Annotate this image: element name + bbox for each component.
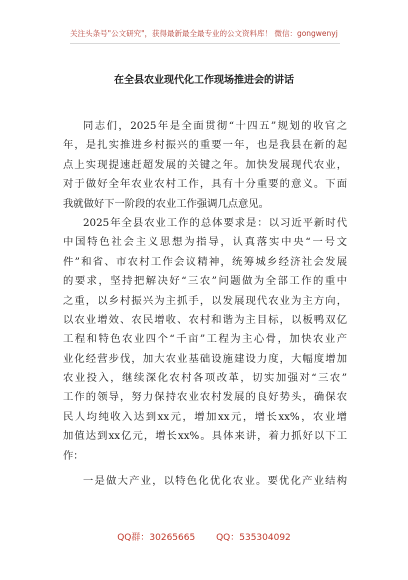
paragraph-line: 业化经营步伐，加大农业基础设施建设力度，大幅度增加	[63, 352, 347, 365]
paragraph-line: 2025年全县农业工作的总体要求是：以习近平新时代	[83, 216, 347, 229]
header-divider	[70, 43, 340, 44]
paragraph-line: 以农业增效、农民增收、农村和谐为主目标，以板鸭双亿	[63, 313, 347, 326]
header-banner: 关注头条号"公文研究"，获得最新最全最专业的公文资料库！ 微信：gongwenyj	[70, 29, 338, 38]
paragraph-line: 工作的领导，努力保持农业农村发展的良好势头，确保农	[63, 391, 347, 404]
footer-qq: QQ：535304092	[216, 533, 291, 543]
footer-contact	[0, 530, 408, 543]
paragraph-line: 同志们，2025年是全面贯彻“十四五”规划的收官之	[83, 120, 347, 132]
footer-qq-group: QQ群：30265665	[117, 533, 196, 543]
paragraph-line: 之重，以乡村振兴为主抓手，以发展现代农业为主方向，	[63, 294, 347, 307]
paragraph-line: 点上实现提速赶超发展的关键之年。加快发展现代农业，	[63, 158, 347, 171]
paragraph-line: 作：	[63, 449, 84, 462]
paragraph-line: 的要求，坚持把解决好“三农”问题做为全部工作的重中	[63, 275, 347, 288]
document-body	[63, 117, 347, 491]
paragraph-line: 一是做大产业，以特色化优化农业。要优化产业结构	[83, 475, 347, 488]
document-title: 在全县农业现代化工作现场推进会的讲话	[114, 75, 294, 86]
paragraph-line: 我就做好下一阶段的农业工作强调几点意见。	[63, 197, 269, 210]
paragraph-line: 工程和特色农业四个“千亩”工程为主心骨，加快农业产	[63, 333, 347, 346]
paragraph-line: 农业投入，继续深化农村各项改革，切实加强对“三农”	[63, 372, 347, 385]
paragraph-line: 中国特色社会主义思想为指导，认真落实中央“一号文	[63, 236, 347, 249]
paragraph-line: 民人均纯收入达到xx元，增加xx元，增长xx%，农业增	[63, 410, 347, 423]
paragraph-line: 年，是扎实推进乡村振兴的重要一年，也是我县在新的起	[63, 139, 347, 152]
paragraph-line: 对于做好全年农业农村工作，具有十分重要的意义。下面	[63, 178, 347, 191]
paragraph-line: 件”和省、市农村工作会议精神，统筹城乡经济社会发展	[63, 255, 347, 268]
paragraph-line: 加值达到xx亿元，增长xx%。具体来讲，着力抓好以下工	[63, 430, 347, 443]
